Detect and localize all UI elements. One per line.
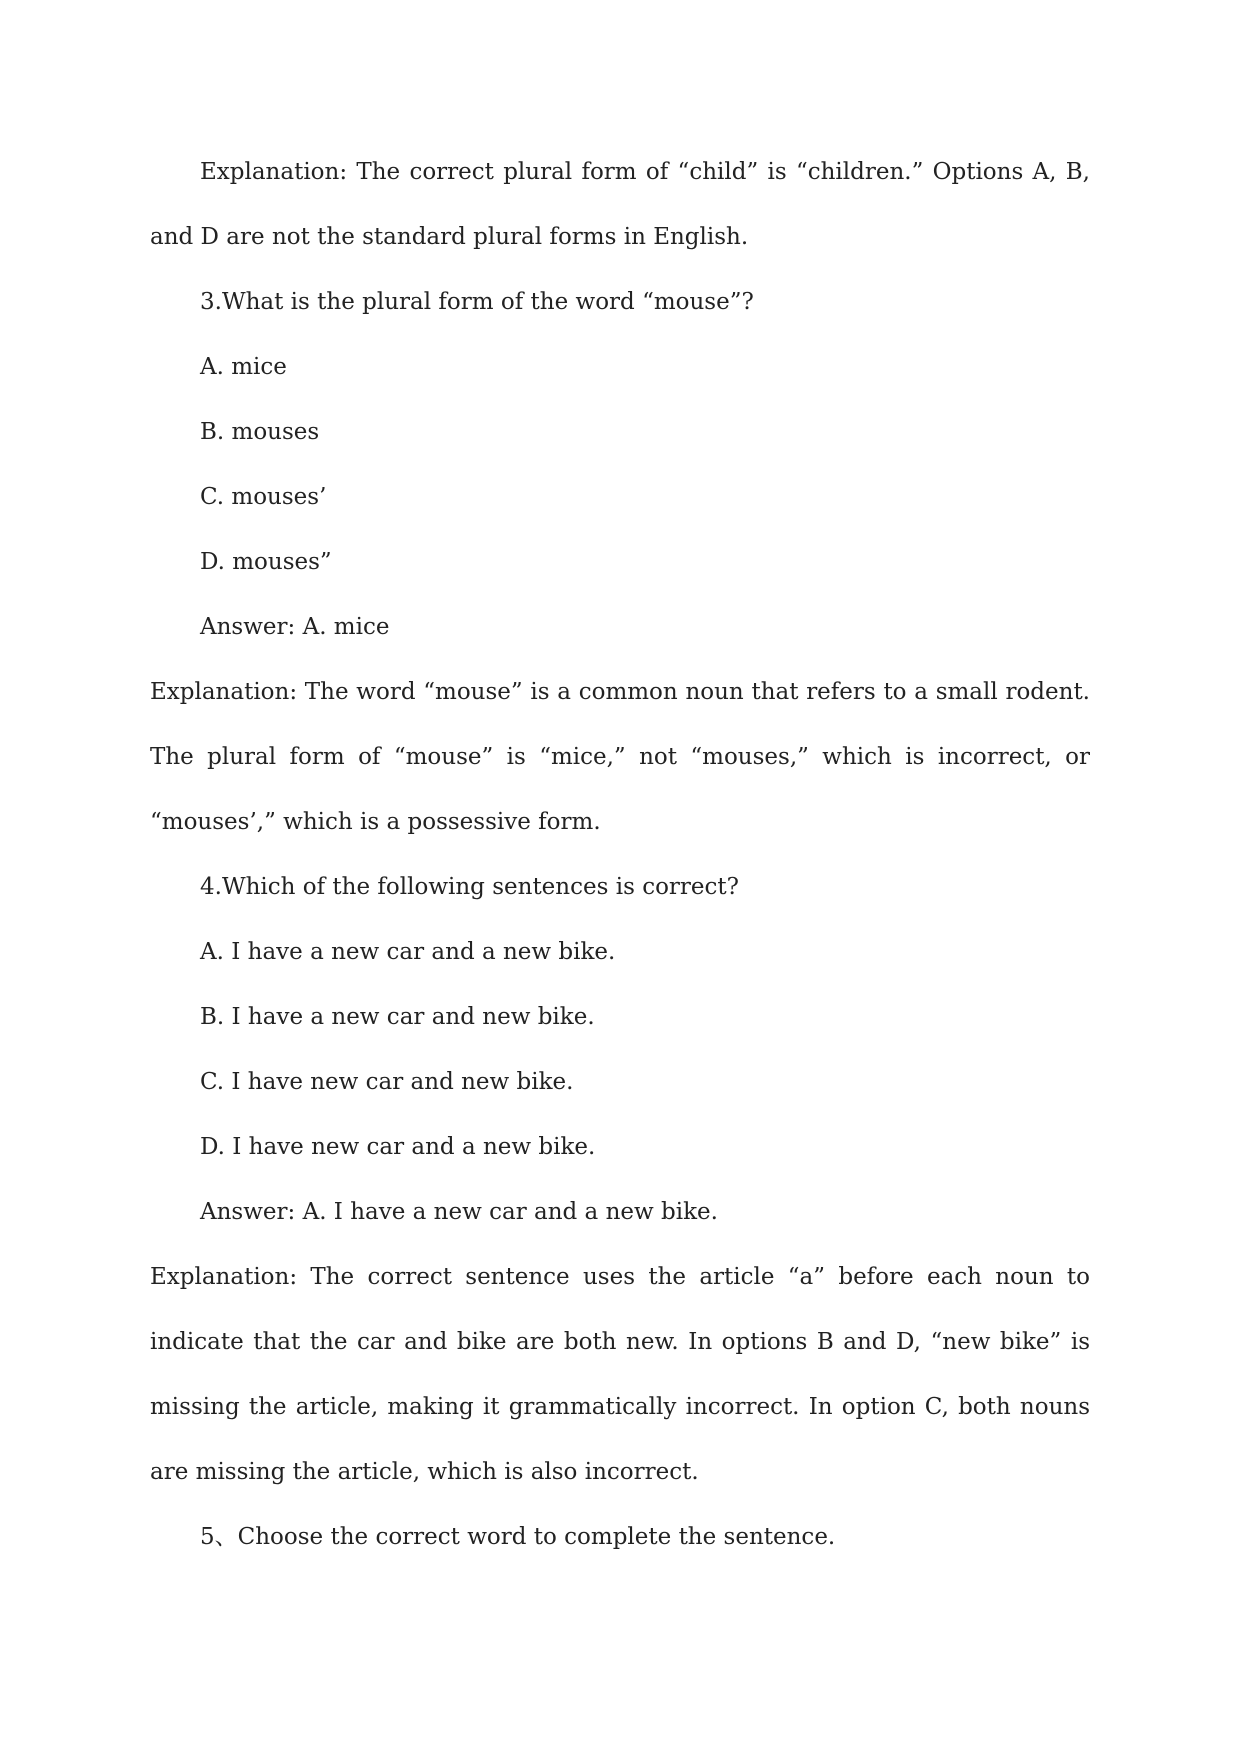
question-4-option-d: D. I have new car and a new bike. — [200, 1134, 596, 1160]
question-4-option-c: C. I have new car and new bike. — [200, 1069, 574, 1095]
question-4-option-b: B. I have a new car and new bike. — [200, 1004, 595, 1030]
question-4-prompt: 4.Which of the following sentences is correct? — [200, 874, 739, 900]
question-4-option-a: A. I have a new car and a new bike. — [200, 939, 616, 965]
question-3-option-a: A. mice — [200, 354, 287, 380]
question-3-answer: Answer: A. mice — [200, 614, 390, 640]
explanation-question-4: Explanation: The correct sentence uses the article “a” before each noun to indicate that the car and bike are both new. In options B and D, “new bike” is missing the article, making it grammatically incorrect. In option C, both nouns are missing the article, which is also incorrect. — [150, 1264, 1090, 1485]
question-3-prompt: 3.What is the plural form of the word “mouse”? — [200, 289, 754, 315]
question-3-option-b: B. mouses — [200, 419, 320, 445]
question-3-option-d: D. mouses” — [200, 549, 332, 575]
explanation-question-3: Explanation: The word “mouse” is a common noun that refers to a small rodent. The plural form of “mouse” is “mice,” not “mouses,” which is incorrect, or “mouses’,” which is a possessive form. — [150, 679, 1090, 835]
question-4-answer: Answer: A. I have a new car and a new bike. — [200, 1199, 718, 1225]
question-5-prompt: 5、Choose the correct word to complete the sentence. — [200, 1524, 836, 1550]
document-body — [150, 140, 1090, 1570]
explanation-question-2: Explanation: The correct plural form of “child” is “children.” Options A, B, and D are not the standard plural forms in English. — [150, 159, 1090, 250]
question-3-option-c: C. mouses’ — [200, 484, 327, 510]
